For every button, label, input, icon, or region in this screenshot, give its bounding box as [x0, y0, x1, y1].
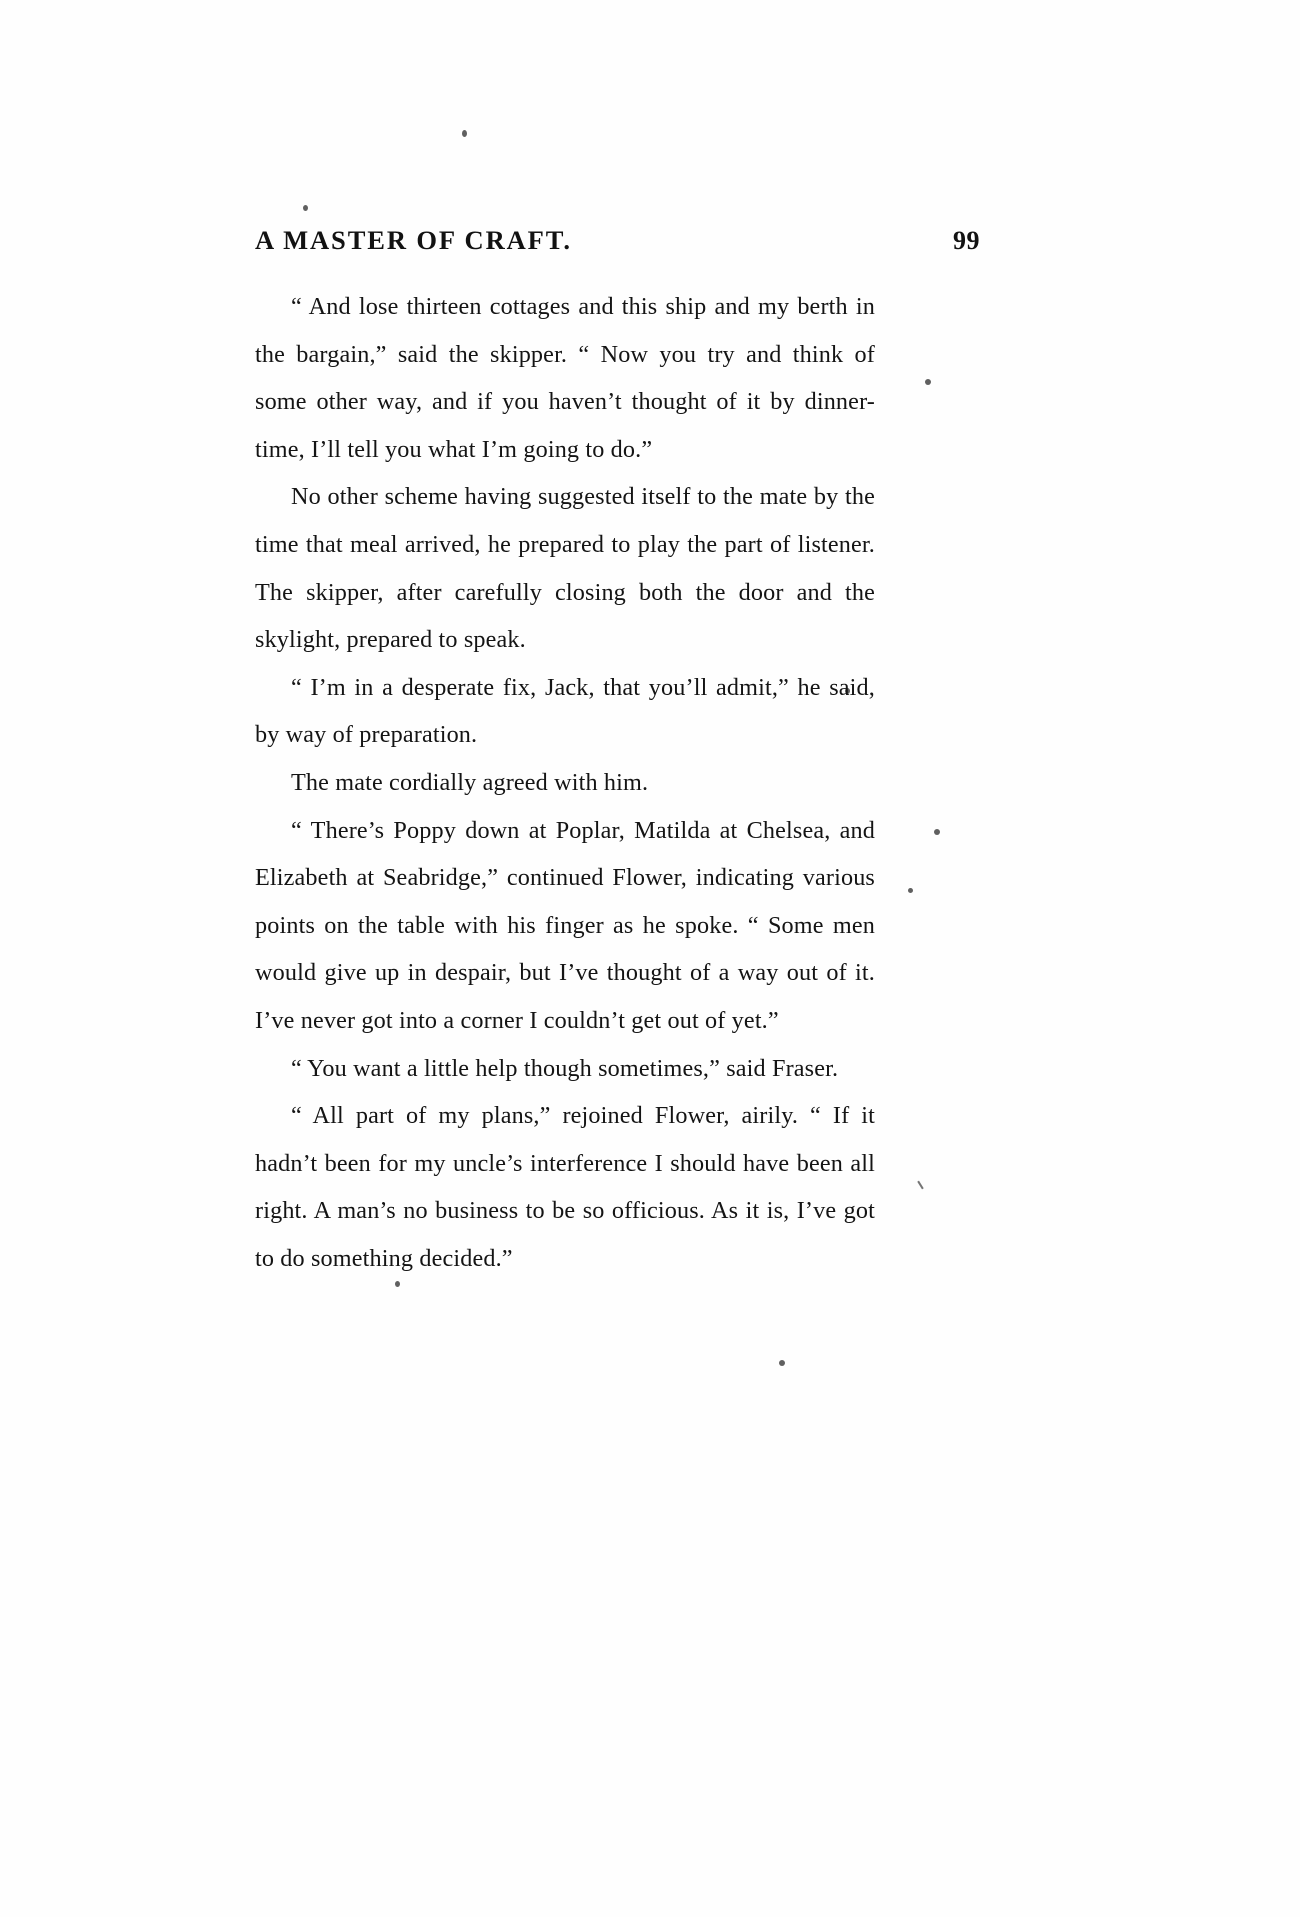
paragraph: “ There’s Poppy down at Poplar, Matilda at Chelsea, and Elizabeth at Seabridge,” continued Flower, indicating various points on the table with his finger as he spoke. “ Some men would give up in despair, but I’ve thought of a way out of it. I’ve never got into a corner I couldn’t get out of yet.” — [255, 816, 875, 1034]
scan-tick-icon — [917, 1181, 923, 1190]
running-head — [255, 225, 980, 256]
scan-speck-icon — [925, 379, 931, 385]
body-text — [255, 283, 875, 1282]
paragraph: “ You want a little help though sometimes,” said Fraser. — [291, 1054, 839, 1082]
paragraph: The mate cordially agreed with him. — [291, 768, 649, 796]
paragraph: “ I’m in a desperate fix, Jack, that you’ll admit,” he said, by way of preparation. — [255, 673, 875, 749]
scan-speck-icon — [934, 829, 940, 835]
scan-speck-icon — [908, 888, 913, 893]
page-title: A MASTER OF CRAFT. — [255, 225, 572, 255]
page-number: 99 — [953, 226, 980, 255]
scan-speck-icon — [462, 130, 467, 137]
paragraph: No other scheme having suggested itself to the mate by the time that meal arrived, he prepared to play the part of listener. The skipper, after carefully closing both the door and the skylight, prepared to speak. — [255, 483, 875, 654]
scan-speck-icon — [779, 1360, 785, 1366]
scan-speck-icon — [303, 205, 308, 211]
paragraph: “ And lose thirteen cottages and this ship and my berth in the bargain,” said the skipper. “ Now you try and think of some other way, and if you haven’t thought of it by dinner-time, I’ll tell you what I’m going to do.” — [255, 293, 875, 463]
paragraph: “ All part of my plans,” rejoined Flower, airily. “ If it hadn’t been for my uncle’s interference I should have been all right. A man’s no business to be so officious. As it is, I’ve got to do something decided.” — [255, 1102, 875, 1272]
